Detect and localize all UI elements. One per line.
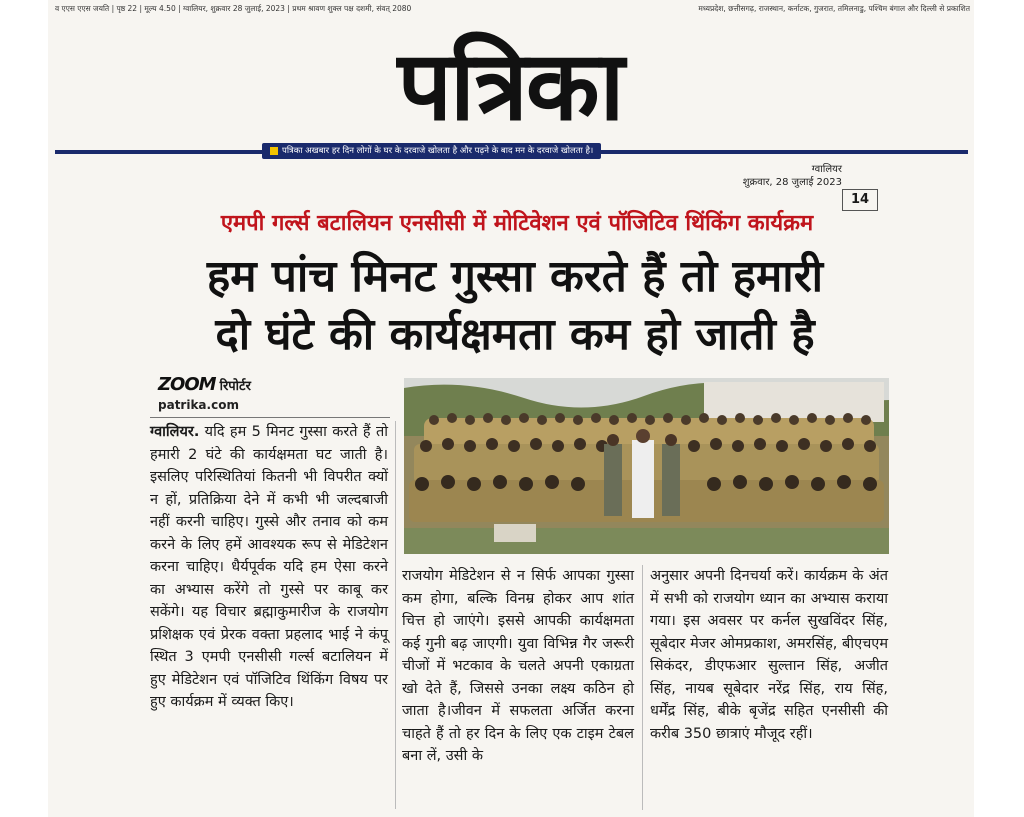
top-info-bar [55,2,970,18]
byline [158,374,251,395]
site-url: patrika.com [158,398,239,412]
column-divider-2 [642,565,643,810]
headline-line-2: दो घंटे की कार्यक्षमता कम हो जाती है [215,309,815,360]
square-bullet-icon [270,147,278,155]
column-1-text: यदि हम 5 मिनट गुस्सा करते हैं तो हमारी 2 घंटे की कार्यक्षमता घट जाती है। इसलिए परिस्थितियां कितनी भी विपरीत क्यों न हों, प्रतिक्रिया देने में कभी भी जल्दबाजी नहीं करनी चाहिए। गुस्से और तनाव को कम करने के लिए हमें आवश्यक रूप से मेडिटेशन करना चाहिए। धैर्यपूर्वक यदि हम ऐसा करने का अभ्यास करेंगे तो गुस्से पर काबू कर सकेंगे। यह विचार ब्रह्माकुमारीज के राजयोग प्रशिक्षक एवं प्रेरक वक्ता प्रहलाद भाई ने कंपू स्थित 3 एमपी एनसीसी गर्ल्स बटालियन में हुए मेडिटेशन एवं पॉजिटिव थिंकिंग विषय पर हुए कार्यक्रम में व्यक्त किए। [150,424,388,710]
column-divider-1 [395,421,396,809]
masthead-logo: पत्रिका [397,29,623,142]
page-number: 14 [842,189,878,211]
issue-info: व एएस एएस जयति | पृष्ठ 22 | मूल्य 4.50 | ग्वालियर, शुक्रवार 28 जुलाई, 2023 | प्रथम श्रावण शुक्ल पक्ष दशमी, संवत् 2080 [55,4,412,13]
byline-label: रिपोर्टर [219,379,251,394]
zoom-logo: ZOOM [158,374,216,395]
article-column-2: राजयोग मेडिटेशन से न सिर्फ आपका गुस्सा कम होगा, बल्कि विनम्र होकर आप शांत चित्त हो जाएंगे। इससे आपकी कार्यक्षमता कई गुनी बढ़ जाएगी। युवा विभिन्न गैर जरूरी चीजों में भटकाव के चलते अपनी एकाग्रता खो देते हैं, जिससे उनका लक्ष्य कठिन हो जाता है।जीवन में सफलता अर्जित करना चाहते हैं तो हर दिन के लिए एक टाइम टेबल बना लें, उसी के [402,568,634,764]
dateline-city: ग्वालियर [811,164,842,175]
tagline-text: पत्रिका अखबार हर दिन लोगों के घर के दरवाजे खोलता है और पढ़ने के बाद मन के दरवाजे खोलता है। [282,146,594,156]
article-headline [125,248,905,364]
group-photo [404,378,889,554]
masthead-tagline [262,143,601,159]
headline-line-1: हम पांच मिनट गुस्सा करते हैं तो हमारी [206,251,824,302]
dateline-date: शुक्रवार, 28 जुलाई 2023 [742,177,842,188]
article-column-1 [150,421,388,811]
article-kicker: एमपी गर्ल्स बटालियन एनसीसी में मोटिवेशन एवं पॉजिटिव थिंकिंग कार्यक्रम [220,211,814,236]
dateline-lead: ग्वालियर. [150,424,200,440]
group-photo-image [404,378,889,554]
dateline [743,163,842,189]
guest-figures [604,429,680,518]
byline-divider [150,417,390,418]
editions-info: मध्यप्रदेश, छत्तीसगढ़, राजस्थान, कर्नाटक, गुजरात, तमिलनाडु, पश्चिम बंगाल और दिल्ली से प्रकाशित [698,4,970,13]
article-column-3: अनुसार अपनी दिनचर्या करें। कार्यक्रम के अंत में सभी को राजयोग ध्यान का अभ्यास कराया गया। इस अवसर पर कर्नल सुखविंदर सिंह, सूबेदार मेजर ओमप्रकाश, अमरसिंह, बीएचएम सिकंदर, डीएफआर सुल्तान सिंह, अजीत सिंह, नायब सूबेदार नरेंद्र सिंह, राय सिंह, धर्मेंद्र सिंह, बीके बृजेंद्र सहित एनसीसी की करीब 350 छात्राएं मौजूद रहीं। [650,568,888,742]
